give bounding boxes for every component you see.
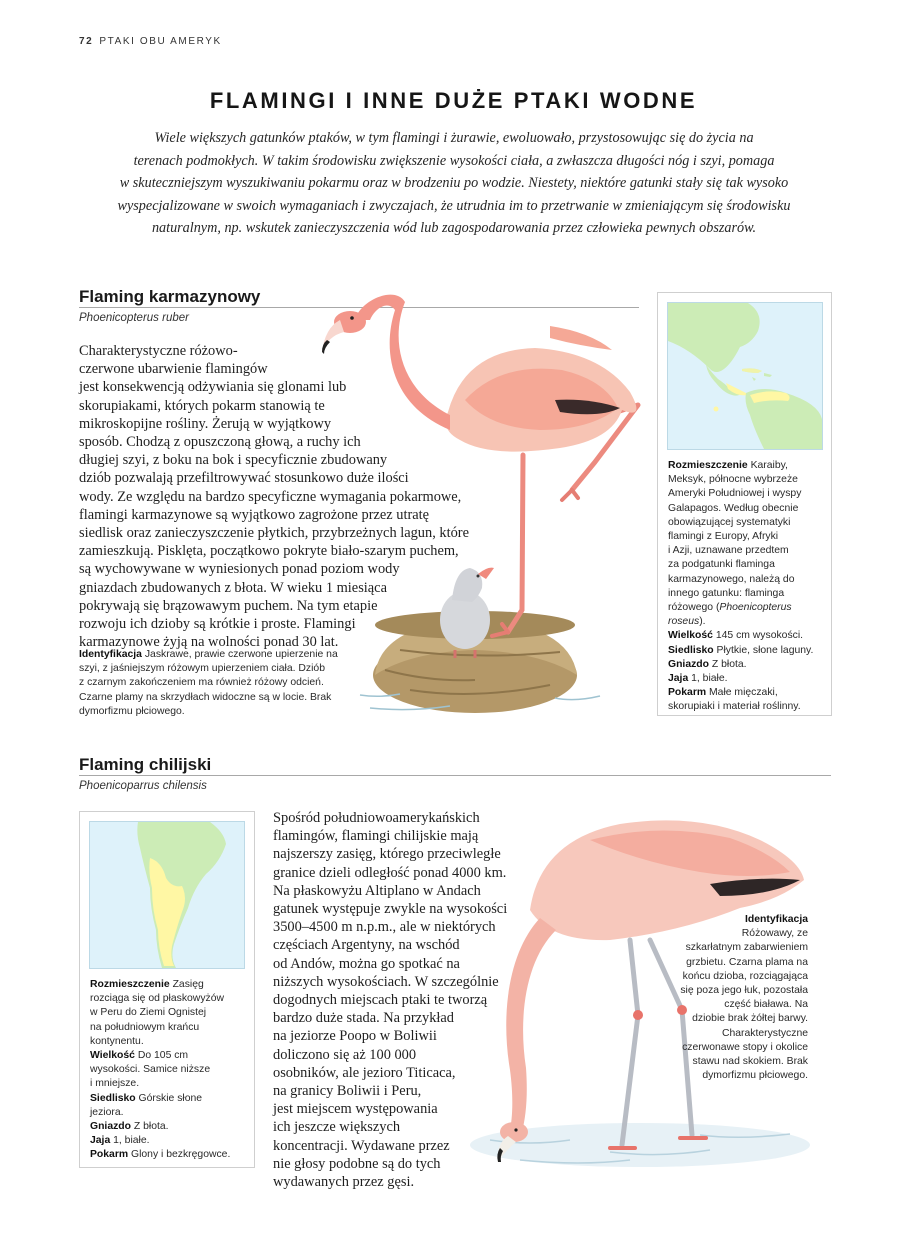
species-title: Flaming karmazynowy — [79, 287, 261, 306]
description-line: częściach Argentyny, na wschód — [273, 937, 460, 954]
description-line: 3500–4500 m n.p.m., ale w niektórych — [273, 919, 496, 936]
identification-label: Identyfikacja — [79, 649, 142, 660]
description-line: dziób pozwalają przefiltrowywać stosunkowo duże ilości — [79, 470, 409, 487]
eggs-label: Jaja — [90, 1135, 111, 1147]
species-latin-name: Phoenicopterus ruber — [79, 312, 189, 324]
description-line: pokrywają się brązowawym puchem. Na tym etapie — [79, 597, 378, 614]
description-line: są wychowywane w wyniesionych ponad poziom wody — [79, 561, 400, 578]
intro-line: Wiele większych gatunków ptaków, w tym flamingi i żurawie, ewoluowało, przystosowując się do życia na — [154, 130, 754, 146]
running-header — [79, 36, 222, 47]
habitat-label: Siedlisko — [90, 1092, 136, 1104]
description-line: długiej szyi, z boku na bok i specyficznie zbudowany — [79, 452, 388, 469]
description-line: wody. Ze względu na bardzo specyficzne wymagania pokarmowe, — [79, 488, 462, 505]
identification-label: Identyfikacja — [745, 914, 808, 925]
description-line: jest konsekwencją odżywiania się glonami lub — [79, 379, 347, 396]
description-line: rozwoju ich dzioby są krótkie i proste. Flamingi — [79, 616, 356, 633]
description-line: Spośród południowoamerykańskich — [273, 810, 480, 826]
intro-paragraph — [108, 127, 800, 240]
description-line: osobników, ale jezioro Titicaca, — [273, 1064, 456, 1081]
description-line: od Andów, można go spotkać na — [273, 955, 460, 972]
description-line: niższych wysokościach. W szczególnie — [273, 973, 499, 990]
fact-text: Rozmieszczenie Zasięg rozciąga się od płaskowyżów w Peru do Ziemi Ognistej na południowym krańcu kontynentu. Wielkość Do 105 cm wysokości. Samice niższe i mniejsze. Siedlisko Górskie słone jeziora. Gniazdo Z błota. Jaja 1, białe. Pokarm Glony i bezkręgowce. — [90, 979, 231, 1161]
distribution-map — [667, 302, 823, 450]
description-line: na jeziorze Poopo w Boliwii — [273, 1028, 437, 1045]
description-line: jest miejscem występowania — [273, 1101, 438, 1118]
description-line: sposób. Chodzą z opuszczoną głową, a ruchy ich — [79, 434, 361, 451]
intro-line: naturalnym, np. wskutek zanieczyszczenia wód lub zagospodarowania przez człowieka pewnych obszarów. — [151, 220, 757, 237]
food-label: Pokarm — [90, 1149, 129, 1161]
description-line: Charakterystyczne różowo- — [79, 343, 238, 359]
description-line: dogodnych miejscach ptaki te tworzą — [273, 992, 488, 1009]
description-line: bardzo duże stada. Na przykład — [273, 1010, 455, 1027]
description-line: karmazynowe żyją na wolności ponad 30 lat. — [79, 634, 339, 651]
size-label: Wielkość — [90, 1050, 135, 1062]
description-line: Na płaskowyżu Altiplano w Andach — [273, 882, 481, 899]
section-name: PTAKI OBU AMERYK — [99, 36, 222, 47]
identification-note: Identyfikacja Jaskrawe, prawie czerwone upierzenie na szyi, z jaśniejszym różowym upierzeniem ciała. Dziób z czarnym zakończeniem ma również różowy odcień. Czarne plamy na skrzydłach widoczne są w locie. Brak dymorfizmu płciowego. — [79, 649, 338, 717]
page-title: FLAMINGI I INNE DUŻE PTAKI WODNE — [209, 88, 698, 113]
page-number: 72 — [79, 36, 94, 47]
distribution-label: Rozmieszczenie — [90, 979, 170, 990]
description-line: mikroskopijne rośliny. Żerują w wyjątkowy — [79, 415, 332, 432]
eggs-label: Jaja — [668, 673, 689, 685]
identification-note: Identyfikacja Różowawy, ze szkarłatnym zabarwieniem grzbietu. Czarna plama na końcu dzioba, rozciągająca się poza jego łuk, pozostała część biaława. Na dziobie brak żółtej barwy. Charakterystyczne czerwonawe stopy i okolice stawu nad skokiem. Brak dymorfizmu płciowego. — [680, 914, 808, 1082]
fact-box — [657, 292, 832, 716]
nest-label: Gniazdo — [668, 658, 709, 670]
nest-label: Gniazdo — [90, 1121, 131, 1133]
intro-line: wyspecjalizowane w swoich wymaganiach i zwyczajach, że utrudnia im to przetrwanie w zmieniającym się środowisku — [117, 197, 791, 214]
intro-line: w skuteczniejszym wyszukiwaniu pokarmu oraz w brodzeniu po wodzie. Niestety, niektóre gatunki stały się tak wysoko — [119, 175, 789, 192]
section-rule — [79, 775, 831, 776]
description-line: flamingów, flamingi chilijskie mają — [273, 828, 479, 845]
description-line: wydawanych przez gęsi. — [273, 1174, 415, 1191]
fact-text: Rozmieszczenie Karaiby, Meksyk, północne wybrzeże Ameryki Południowej i wyspy Galapagos. Według obecnie obowiązującej systematyki flamingi z Europy, Afryki i Azji, uznawane przedtem za podgatunki flaminga karmazynowego, należą do innego gatunku: flaminga różowego (Phoenicopterus roseus). Wielkość 145 cm wysokości. Siedlisko Płytkie, słone laguny. Gniazdo Z błota. Jaja 1, białe. Pokarm Małe mięczaki, skorupiaki i materiał roślinny. — [668, 460, 814, 713]
food-label: Pokarm — [668, 687, 707, 699]
species-description — [273, 809, 507, 1191]
size-label: Wielkość — [668, 630, 713, 642]
description-line: ich jeszcze większych — [273, 1119, 401, 1136]
species-title: Flaming chilijski — [79, 755, 212, 774]
description-line: najszerszy zasięg, którego przeciwległe — [273, 846, 501, 863]
fact-box — [79, 811, 255, 1168]
description-line: gniazdach zbudowanych z błota. W wieku 1 miesiąca — [79, 579, 387, 596]
intro-line: terenach podmokłych. W takim środowisku zwiększenie wysokości ciała, a zwłaszcza długości nóg i szyi, pomaga — [133, 152, 775, 169]
description-line: czerwone ubarwienie flamingów — [79, 361, 268, 378]
description-line: flamingi karmazynowe są wyjątkowo zagrożone przez utratę — [79, 506, 430, 523]
description-line: siedlisk oraz zanieczyszczenie płytkich, przybrzeżnych lagun, które — [79, 525, 469, 542]
description-line: skorupiakami, których pokarm stanowią te — [79, 397, 325, 414]
distribution-map — [89, 821, 245, 969]
description-line: gatunek występuje zwykle na wysokości — [273, 901, 508, 918]
description-line: granice dzieli odległość ponad 4000 km. — [273, 864, 507, 881]
habitat-label: Siedlisko — [668, 644, 714, 656]
species-latin-name: Phoenicoparrus chilensis — [79, 780, 207, 792]
description-line: doliczono się aż 100 000 — [273, 1046, 417, 1063]
species-description — [79, 342, 469, 651]
description-line: nie głosy podobne są do tych — [273, 1155, 441, 1172]
distribution-label: Rozmieszczenie — [668, 460, 748, 471]
description-line: zamieszkują. Pisklęta, początkowo pokryte biało-szarym puchem, — [79, 543, 459, 560]
description-line: na granicy Boliwii i Peru, — [273, 1083, 422, 1100]
description-line: koncentracji. Wydawane przez — [273, 1137, 450, 1154]
